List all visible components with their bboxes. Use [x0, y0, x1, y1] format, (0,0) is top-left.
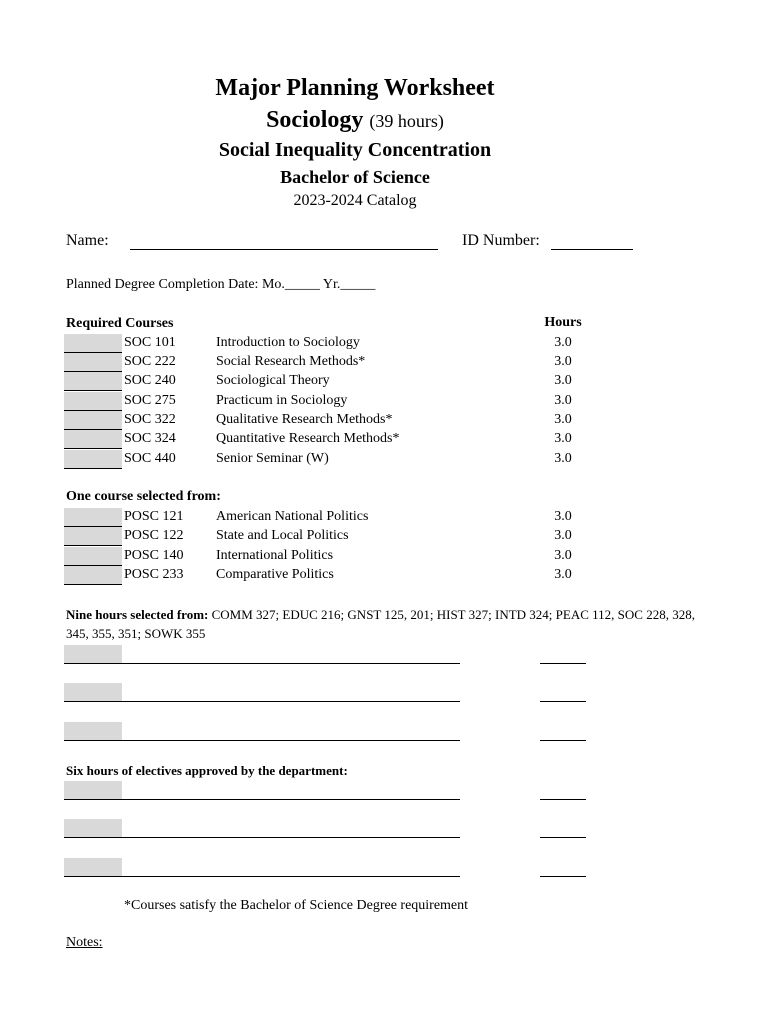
check-box[interactable] [64, 683, 122, 702]
hours-entry-line[interactable] [540, 837, 586, 838]
course-hours: 3.0 [554, 451, 572, 466]
course-name: State and Local Politics [216, 528, 349, 543]
check-box[interactable] [64, 353, 122, 372]
check-box[interactable] [64, 547, 122, 566]
course-code: SOC 222 [124, 354, 176, 369]
notes-label: Notes: [66, 935, 103, 950]
course-hours: 3.0 [554, 548, 572, 563]
hours-entry-line[interactable] [540, 799, 586, 800]
nine-hours-text [66, 605, 706, 643]
course-code: SOC 240 [124, 373, 176, 388]
course-code: SOC 324 [124, 431, 176, 446]
course-hours: 3.0 [554, 412, 572, 427]
one-course-heading: One course selected from: [66, 489, 221, 504]
course-hours: 3.0 [554, 393, 572, 408]
check-box[interactable] [64, 430, 122, 449]
check-box[interactable] [64, 858, 122, 877]
course-entry-line[interactable] [122, 876, 460, 877]
course-code: SOC 275 [124, 393, 176, 408]
program-hours: (39 hours) [369, 111, 444, 131]
program-name: Sociology [266, 107, 364, 133]
course-code: POSC 121 [124, 509, 184, 524]
course-entry-line[interactable] [122, 740, 460, 741]
check-box[interactable] [64, 334, 122, 353]
hours-entry-line[interactable] [540, 876, 586, 877]
six-hours-heading: Six hours of electives approved by the department: [66, 763, 348, 778]
course-code: POSC 140 [124, 548, 184, 563]
program-title [0, 107, 710, 134]
check-box[interactable] [64, 411, 122, 430]
course-name: American National Politics [216, 509, 369, 524]
course-entry-line[interactable] [122, 663, 460, 664]
required-heading: Required Courses [66, 316, 174, 331]
catalog-year: 2023-2024 Catalog [293, 192, 417, 209]
check-box[interactable] [64, 527, 122, 546]
course-entry-line[interactable] [122, 837, 460, 838]
course-code: SOC 101 [124, 335, 176, 350]
concentration-title: Social Inequality Concentration [218, 139, 492, 161]
check-box[interactable] [64, 722, 122, 741]
page-title: Major Planning Worksheet [215, 75, 495, 101]
check-box[interactable] [64, 450, 122, 469]
course-name: Practicum in Sociology [216, 393, 348, 408]
course-code: POSC 122 [124, 528, 184, 543]
name-label: Name: [66, 232, 109, 249]
course-name: Sociological Theory [216, 373, 330, 388]
course-hours: 3.0 [554, 431, 572, 446]
check-box[interactable] [64, 566, 122, 585]
course-name: Social Research Methods* [216, 354, 366, 369]
course-name: Introduction to Sociology [216, 335, 360, 350]
check-box[interactable] [64, 508, 122, 527]
course-code: SOC 322 [124, 412, 176, 427]
hours-heading: Hours [544, 315, 582, 330]
course-code: SOC 440 [124, 451, 176, 466]
hours-entry-line[interactable] [540, 701, 586, 702]
course-hours: 3.0 [554, 528, 572, 543]
hours-entry-line[interactable] [540, 663, 586, 664]
course-name: Senior Seminar (W) [216, 451, 329, 466]
course-hours: 3.0 [554, 509, 572, 524]
course-entry-line[interactable] [122, 799, 460, 800]
check-box[interactable] [64, 645, 122, 664]
check-box[interactable] [64, 392, 122, 411]
check-box[interactable] [64, 781, 122, 800]
course-name: Comparative Politics [216, 567, 334, 582]
degree-title: Bachelor of Science [280, 167, 430, 187]
course-entry-line[interactable] [122, 701, 460, 702]
id-label: ID Number: [462, 232, 540, 249]
nine-hours-heading: Nine hours selected from: [66, 607, 209, 622]
course-name: Quantitative Research Methods* [216, 431, 400, 446]
course-name: International Politics [216, 548, 334, 563]
course-name: Qualitative Research Methods* [216, 412, 393, 427]
id-field[interactable] [551, 249, 633, 250]
course-hours: 3.0 [554, 354, 572, 369]
nine-hours-list: COMM 327; EDUC 216; GNST 125, 201; HIST 327; INTD 324; PEAC 112, SOC 228, 328, 345, 355, 351; SOWK 355 [66, 607, 695, 641]
course-hours: 3.0 [554, 335, 572, 350]
hours-entry-line[interactable] [540, 740, 586, 741]
check-box[interactable] [64, 819, 122, 838]
completion-date-label: Planned Degree Completion Date: Mo._____ Yr._____ [66, 277, 376, 292]
name-field[interactable] [130, 249, 438, 250]
footnote: *Courses satisfy the Bachelor of Science Degree requirement [124, 898, 469, 913]
course-hours: 3.0 [554, 567, 572, 582]
course-code: POSC 233 [124, 567, 184, 582]
check-box[interactable] [64, 372, 122, 391]
course-hours: 3.0 [554, 373, 572, 388]
